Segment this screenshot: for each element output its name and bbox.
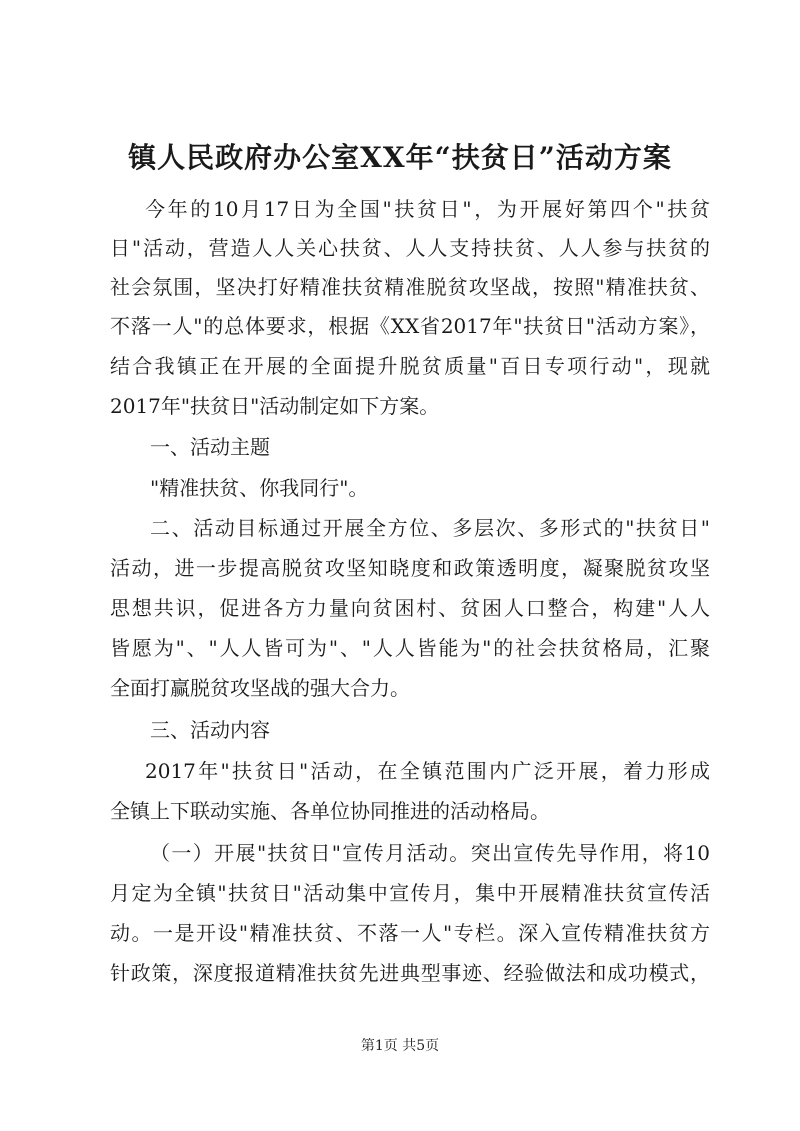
body-line: 针政策，深度报道精准扶贫先进典型事迹、经验做法和成功模式，	[110, 961, 710, 985]
document-title: 镇人民政府办公室XX年“扶贫日”活动方案	[128, 141, 672, 174]
body-line: 全镇上下联动实施、各单位协同推进的活动格局。	[110, 799, 550, 823]
body-line: 今年的10月17日为全国"扶贫日"，为开展好第四个"扶贫	[145, 197, 710, 221]
body-line: 2017年"扶贫日"活动，在全镇范围内广泛开展，着力形成	[145, 759, 710, 783]
section-heading: 一、活动主题	[150, 435, 270, 459]
body-line: 思想共识，促进各方力量向贫困村、贫困人口整合，构建"人人	[110, 596, 710, 620]
page-footer: 第1页 共5页	[360, 1038, 440, 1054]
body-line: （一）开展"扶贫日"宣传月活动。突出宣传先导作用，将10	[150, 841, 710, 865]
body-line: 全面打赢脱贫攻坚战的强大合力。	[110, 676, 410, 700]
body-line: "精准扶贫、你我同行"。	[150, 476, 369, 500]
body-line: 2017年"扶贫日"活动制定如下方案。	[110, 394, 440, 418]
body-line: 结合我镇正在开展的全面提升脱贫质量"百日专项行动"，现就	[110, 354, 710, 378]
body-line: 不落一人"的总体要求，根据《XX省2017年"扶贫日"活动方案》，	[110, 314, 710, 338]
body-line: 动。一是开设"精准扶贫、不落一人"专栏。深入宣传精准扶贫方	[110, 921, 710, 945]
body-line: 皆愿为"、"人人皆可为"、"人人皆能为"的社会扶贫格局，汇聚	[110, 636, 710, 660]
section-heading: 三、活动内容	[150, 718, 270, 742]
body-line: 日"活动，营造人人关心扶贫、人人支持扶贫、人人参与扶贫的	[110, 236, 710, 260]
body-line: 月定为全镇"扶贫日"活动集中宣传月，集中开展精准扶贫宣传活	[110, 881, 710, 905]
body-line: 活动，进一步提高脱贫攻坚知晓度和政策透明度，凝聚脱贫攻坚	[110, 556, 710, 580]
body-line: 社会氛围，坚决打好精准扶贫精准脱贫攻坚战，按照"精准扶贫、	[110, 275, 710, 299]
section-heading: 二、活动目标通过开展全方位、多层次、多形式的"扶贫日"	[150, 516, 710, 540]
